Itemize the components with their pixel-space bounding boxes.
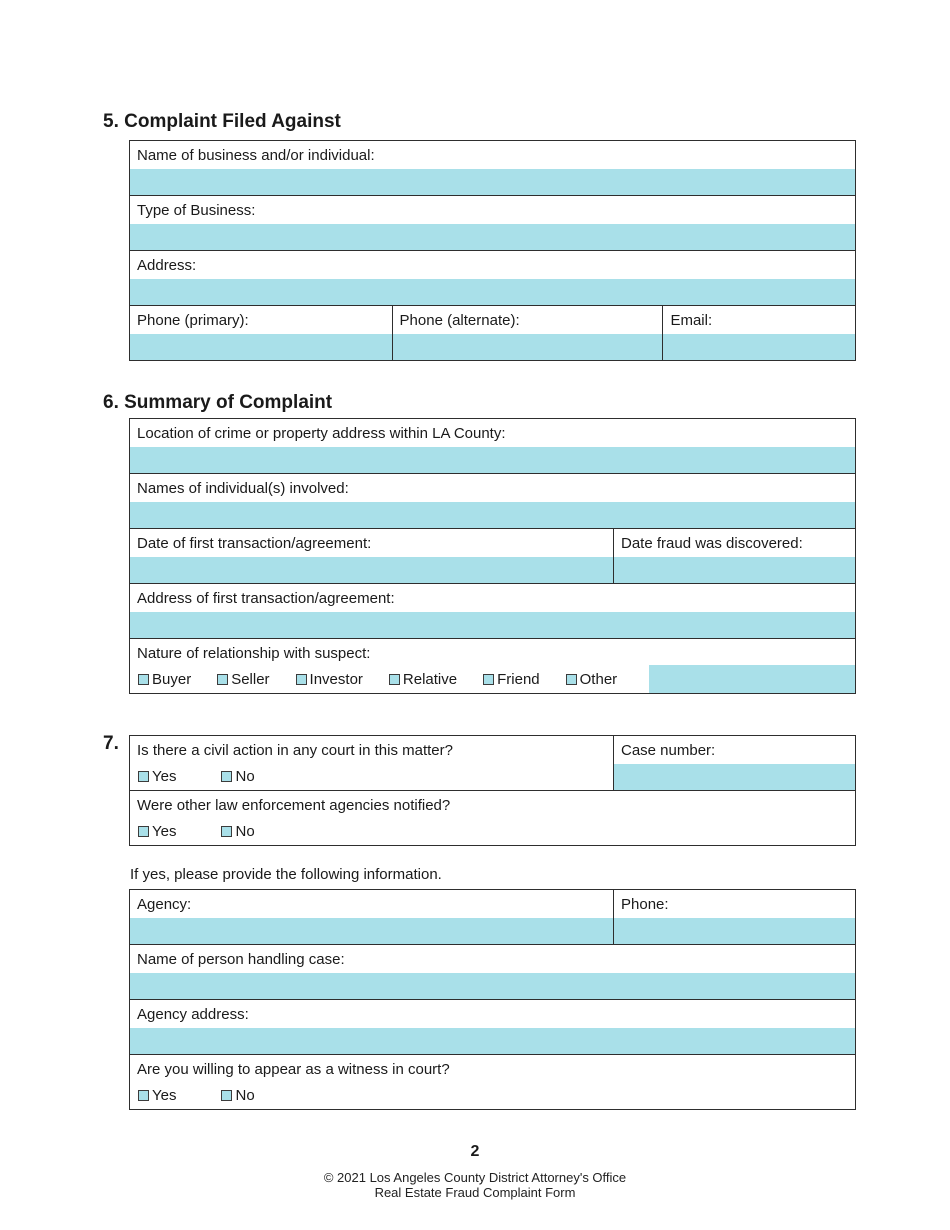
agency-address-input[interactable]	[130, 1028, 855, 1054]
section6-heading: 6. Summary of Complaint	[103, 392, 333, 413]
page-number: 2	[470, 1143, 480, 1160]
agencies-notified-options	[130, 819, 855, 845]
table-row	[130, 419, 855, 473]
civil-action-yes-label: Yes	[152, 767, 177, 785]
relationship-buyer-option	[138, 671, 191, 688]
civil-action-question: Is there a civil action in any court in this matter?	[137, 741, 453, 759]
witness-yes-option	[138, 1087, 176, 1104]
business-name-input[interactable]	[130, 169, 855, 195]
relationship-friend-label: Friend	[497, 670, 540, 688]
case-number-input[interactable]	[614, 764, 855, 790]
relationship-buyer-label: Buyer	[152, 670, 192, 688]
agency-input[interactable]	[130, 918, 613, 944]
table-row	[130, 141, 855, 195]
first-transaction-date-label: Date of first transaction/agreement:	[137, 534, 372, 552]
relationship-friend-checkbox[interactable]	[483, 674, 494, 685]
relationship-other-checkbox[interactable]	[566, 674, 577, 685]
table-row	[130, 890, 855, 944]
agencies-notified-yes-option	[138, 823, 176, 840]
relationship-seller-option	[217, 671, 269, 688]
phone-primary-input[interactable]	[130, 334, 392, 360]
relationship-label: Nature of relationship with suspect:	[137, 644, 371, 662]
section7-number: 7.	[103, 733, 119, 754]
witness-no-option	[221, 1087, 254, 1104]
business-address-input[interactable]	[130, 279, 855, 305]
agency-phone-input[interactable]	[614, 918, 855, 944]
civil-action-no-label: No	[235, 767, 255, 785]
crime-location-label: Location of crime or property address within LA County:	[137, 424, 506, 442]
relationship-other-label: Other	[579, 670, 618, 688]
table-row	[130, 473, 855, 528]
agencies-notified-question: Were other law enforcement agencies notified?	[137, 796, 451, 814]
witness-options	[130, 1083, 855, 1109]
relationship-buyer-checkbox[interactable]	[138, 674, 149, 685]
relationship-friend-option	[483, 671, 540, 688]
table-row	[130, 250, 855, 305]
witness-no-checkbox[interactable]	[221, 1090, 232, 1101]
phone-alternate-input[interactable]	[393, 334, 663, 360]
section5-heading: 5. Complaint Filed Against	[103, 111, 341, 132]
crime-location-input[interactable]	[130, 447, 855, 473]
civil-action-no-checkbox[interactable]	[221, 771, 232, 782]
section5-table	[129, 140, 856, 361]
phone-primary-label: Phone (primary):	[137, 311, 249, 329]
first-transaction-address-label: Address of first transaction/agreement:	[137, 589, 395, 607]
page-footer	[0, 1143, 950, 1200]
civil-action-no-option	[221, 768, 254, 785]
business-name-label: Name of business and/or individual:	[137, 146, 375, 164]
relationship-relative-checkbox[interactable]	[389, 674, 400, 685]
phone-alternate-label: Phone (alternate):	[399, 311, 520, 329]
table-row	[130, 790, 855, 845]
agencies-notified-no-label: No	[235, 822, 255, 840]
if-yes-note: If yes, please provide the following information.	[130, 866, 442, 883]
case-number-label: Case number:	[621, 741, 716, 759]
table-row	[130, 583, 855, 638]
relationship-investor-checkbox[interactable]	[296, 674, 307, 685]
table-row	[130, 638, 855, 693]
agencies-notified-no-option	[221, 823, 254, 840]
first-transaction-address-input[interactable]	[130, 612, 855, 638]
email-label: Email:	[670, 311, 713, 329]
fraud-discovered-date-input[interactable]	[614, 557, 855, 583]
fraud-discovered-date-label: Date fraud was discovered:	[621, 534, 803, 552]
agencies-notified-yes-label: Yes	[152, 822, 177, 840]
table-row	[130, 999, 855, 1054]
business-address-label: Address:	[137, 256, 197, 274]
section6-table	[129, 418, 856, 694]
witness-yes-label: Yes	[152, 1086, 177, 1104]
business-type-label: Type of Business:	[137, 201, 256, 219]
table-row	[130, 736, 855, 790]
footer-copyright: © 2021 Los Angeles County District Attorney's Office	[323, 1170, 627, 1185]
relationship-relative-option	[389, 671, 457, 688]
agencies-notified-no-checkbox[interactable]	[221, 826, 232, 837]
table-row	[130, 528, 855, 583]
relationship-relative-label: Relative	[402, 670, 458, 688]
relationship-other-option	[566, 671, 618, 688]
civil-action-yes-option	[138, 768, 176, 785]
relationship-seller-label: Seller	[231, 670, 270, 688]
table-row	[130, 1054, 855, 1109]
relationship-investor-label: Investor	[309, 670, 363, 688]
footer-form-name: Real Estate Fraud Complaint Form	[374, 1185, 576, 1200]
relationship-seller-checkbox[interactable]	[217, 674, 228, 685]
individuals-involved-input[interactable]	[130, 502, 855, 528]
table-row	[130, 195, 855, 250]
witness-question: Are you willing to appear as a witness in court?	[137, 1060, 450, 1078]
agency-label: Agency:	[137, 895, 192, 913]
witness-yes-checkbox[interactable]	[138, 1090, 149, 1101]
agency-phone-label: Phone:	[621, 895, 669, 913]
witness-no-label: No	[235, 1086, 255, 1104]
table-row	[130, 944, 855, 999]
table-row	[130, 305, 855, 360]
business-type-input[interactable]	[130, 224, 855, 250]
civil-action-yes-checkbox[interactable]	[138, 771, 149, 782]
email-input[interactable]	[663, 334, 855, 360]
relationship-investor-option	[296, 671, 363, 688]
first-transaction-date-input[interactable]	[130, 557, 613, 583]
relationship-other-input[interactable]	[649, 665, 855, 693]
individuals-involved-label: Names of individual(s) involved:	[137, 479, 349, 497]
case-handler-label: Name of person handling case:	[137, 950, 345, 968]
section7-questions-table	[129, 735, 856, 846]
agencies-notified-yes-checkbox[interactable]	[138, 826, 149, 837]
civil-action-options	[130, 764, 613, 790]
case-handler-input[interactable]	[130, 973, 855, 999]
agency-address-label: Agency address:	[137, 1005, 249, 1023]
section7-agency-table	[129, 889, 856, 1110]
